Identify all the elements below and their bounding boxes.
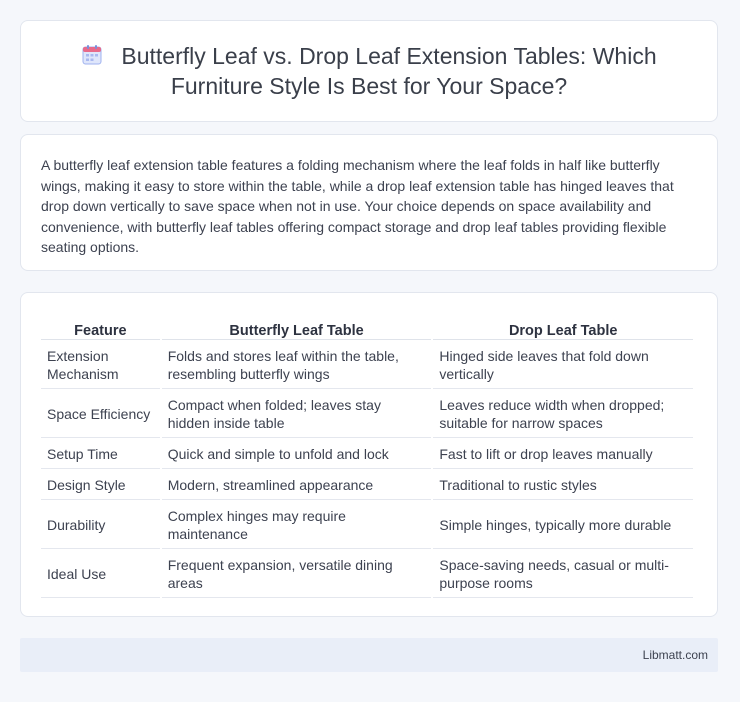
page-title: Butterfly Leaf vs. Drop Leaf Extension Tables: Which Furniture Style Is Best for Your Space? [121,43,657,99]
drop-leaf-cell: Leaves reduce width when dropped; suitable for narrow spaces [433,389,693,438]
feature-cell: Ideal Use [41,549,160,598]
table-row [41,469,693,500]
header-drop-leaf: Drop Leaf Table [433,315,693,340]
table-row [41,389,693,438]
footer-brand[interactable]: Libmatt.com [642,648,708,662]
header-butterfly-leaf: Butterfly Leaf Table [162,315,432,340]
feature-cell: Durability [41,500,160,549]
feature-cell: Setup Time [41,438,160,469]
footer-bar [20,638,718,672]
table-row [41,340,693,389]
drop-leaf-cell: Space-saving needs, casual or multi-purpose rooms [433,549,693,598]
calendar-icon [81,43,103,65]
table-row [41,500,693,549]
butterfly-cell: Compact when folded; leaves stay hidden inside table [162,389,432,438]
butterfly-cell: Folds and stores leaf within the table, resembling butterfly wings [162,340,432,389]
feature-cell: Space Efficiency [41,389,160,438]
butterfly-cell: Quick and simple to unfold and lock [162,438,432,469]
table-header-row [41,315,693,340]
table-row [41,438,693,469]
feature-cell: Design Style [41,469,160,500]
drop-leaf-cell: Fast to lift or drop leaves manually [433,438,693,469]
description-card [20,134,718,271]
drop-leaf-cell: Traditional to rustic styles [433,469,693,500]
page-title-wrap [59,41,679,101]
drop-leaf-cell: Simple hinges, typically more durable [433,500,693,549]
title-card [20,20,718,122]
table-row [41,549,693,598]
header-feature: Feature [41,315,160,340]
comparison-table-card [20,292,718,617]
drop-leaf-cell: Hinged side leaves that fold down vertically [433,340,693,389]
butterfly-cell: Frequent expansion, versatile dining areas [162,549,432,598]
comparison-table [39,315,695,598]
butterfly-cell: Complex hinges may require maintenance [162,500,432,549]
butterfly-cell: Modern, streamlined appearance [162,469,432,500]
description-text: A butterfly leaf extension table features a folding mechanism where the leaf folds in half like butterfly wings, making it easy to store within the table, while a drop leaf extension table has hinged leaves that drop down vertically to save space when not in use. Your choice depends on space availability and convenience, with butterfly leaf tables offering compact storage and drop leaf tables providing flexible seating options. [41,157,674,255]
feature-cell: Extension Mechanism [41,340,160,389]
